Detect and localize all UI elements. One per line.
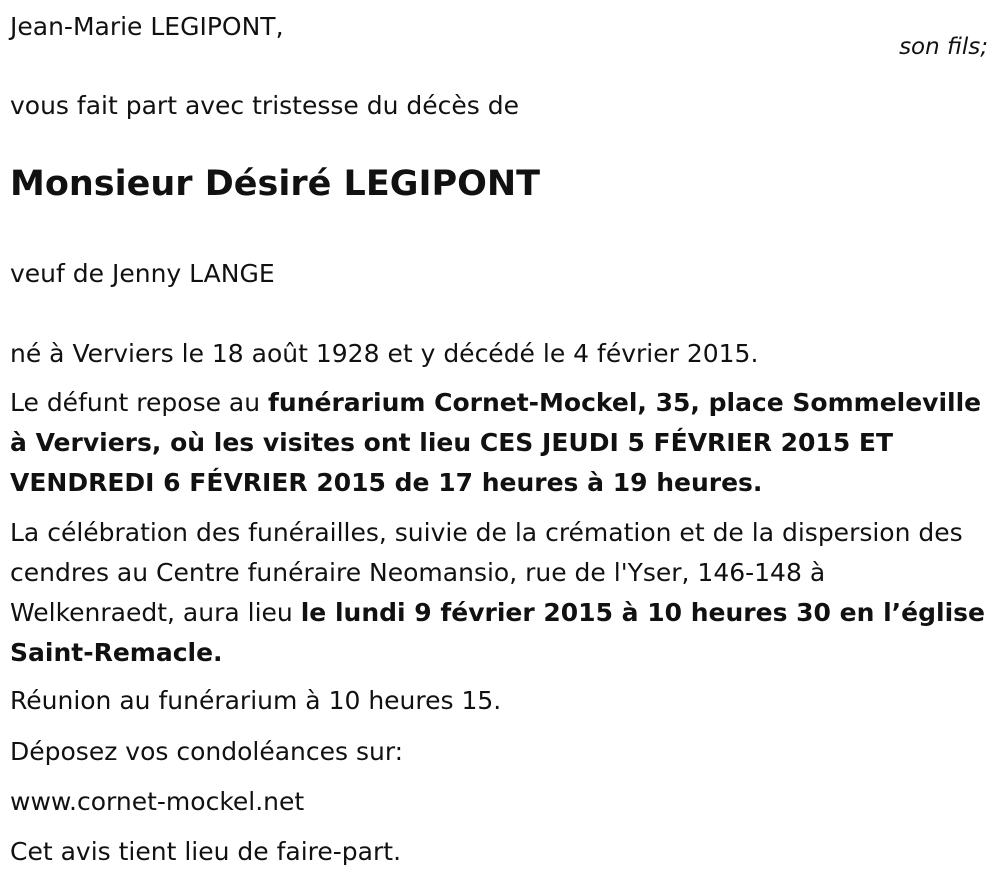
meeting-line: Réunion au funérarium à 10 heures 15. (10, 686, 502, 715)
visitation-details: funérarium Cornet-Mockel, 35, place Sommeleville à Verviers, où les visites ont lieu CES JEUDI 5 FÉVRIER 2015 ET VENDREDI 6 FÉVRIER 2015 de 17 heures à 19 heures. (10, 388, 982, 497)
announcement-text: vous fait part avec tristesse du décès de (10, 91, 519, 120)
condolences-label: Déposez vos condoléances sur: (10, 737, 404, 766)
website-link[interactable]: www.cornet-mockel.net (10, 787, 305, 816)
ceremony-paragraph (10, 513, 992, 673)
birth-death-line: né à Verviers le 18 août 1928 et y décédé le 4 février 2015. (10, 339, 759, 368)
visitation-intro: Le défunt repose au (10, 388, 269, 417)
spouse-line: veuf de Jenny LANGE (10, 259, 275, 288)
closing-line: Cet avis tient lieu de faire-part. (10, 837, 402, 866)
ceremony-intro: La célébration des funérailles, suivie de la crémation et de la dispersion des cendres au Centre funéraire Neomansio, rue de l'Yser, 146-148 à Welkenraedt, aura lieu (10, 518, 963, 627)
deceased-name: Monsieur Désiré LEGIPONT (10, 164, 541, 204)
ceremony-details: le lundi 9 février 2015 à 10 heures 30 en l’église Saint-Remacle. (10, 598, 986, 667)
sender-name: Jean-Marie LEGIPONT, (10, 12, 284, 41)
sender-relation: son fils; (899, 34, 988, 60)
visitation-paragraph (10, 383, 992, 503)
